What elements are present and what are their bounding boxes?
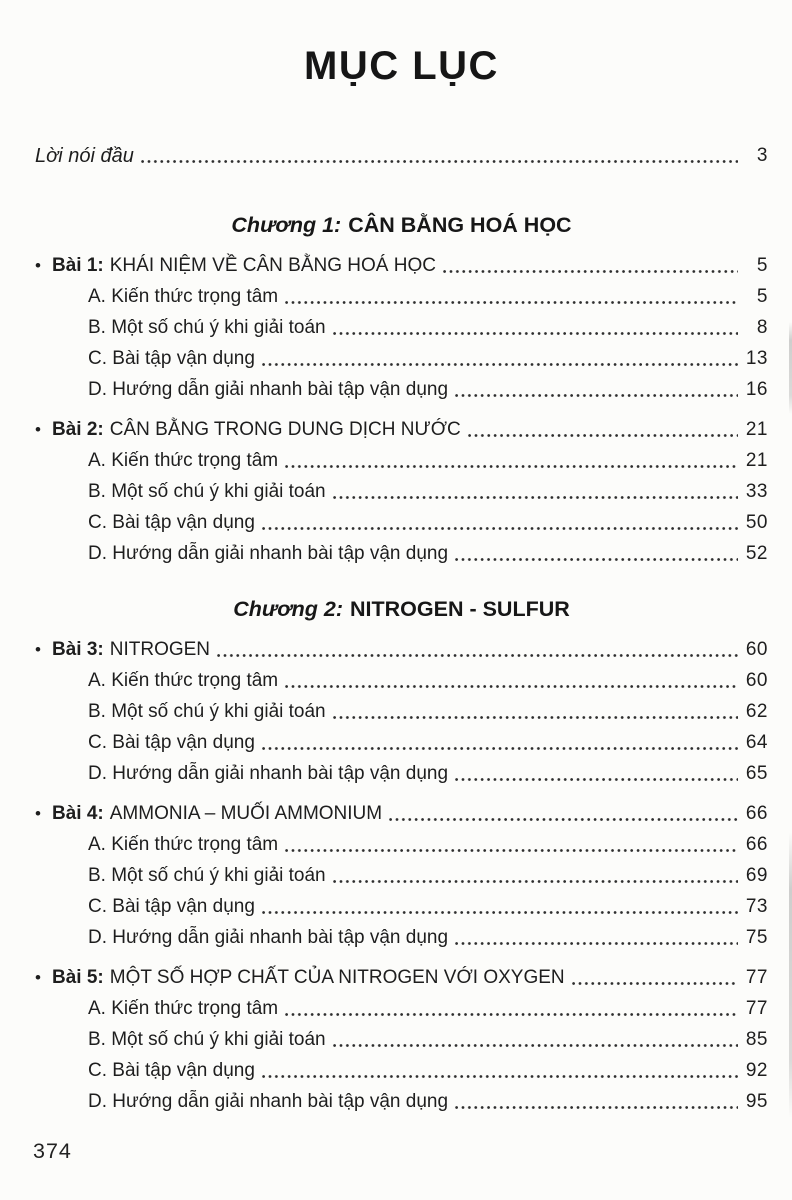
lesson-title: KHÁI NIỆM VỀ CÂN BẰNG HOÁ HỌC [109,255,436,276]
chapter-title: NITROGEN - SULFUR [350,597,570,621]
section-label: C. Bài tập vận dụng [88,1060,255,1081]
toc-entry-section [35,895,768,919]
page-number: 73 [745,896,768,917]
lesson-label: Bài 5: [52,967,104,988]
page-number: 62 [745,701,768,722]
bullet-icon: • [35,968,41,987]
toc-entry-lesson [35,638,768,662]
dot-leader [285,300,738,305]
page-title: MỤC LỤC [304,44,499,88]
toc-entry-lesson [35,802,768,826]
lesson-label: Bài 3: [52,639,104,660]
dot-leader [285,684,738,689]
toc-entry-preface [35,144,768,168]
dot-leader [217,653,738,658]
section-label: C. Bài tập vận dụng [88,348,255,369]
page-number: 69 [745,865,768,886]
toc-entry-section [35,285,768,309]
page-number: 65 [745,763,768,784]
page-number: 5 [756,255,768,276]
toc-entry-section [35,1028,768,1052]
lesson-label: Bài 4: [52,803,104,824]
section-label: B. Một số chú ý khi giải toán [88,865,326,886]
section-label: D. Hướng dẫn giải nhanh bài tập vận dụng [88,927,449,948]
page-number: 75 [745,927,768,948]
dot-leader [333,715,738,720]
page-number: 8 [756,317,768,338]
section-label: D. Hướng dẫn giải nhanh bài tập vận dụng [88,1091,449,1112]
dot-leader [333,495,738,500]
section-label: A. Kiến thức trọng tâm [88,834,279,855]
page-number: 64 [745,732,768,753]
footer-page-number: 374 [33,1139,72,1163]
bullet-icon: • [35,420,41,439]
lesson-title: NITROGEN [109,639,211,660]
dot-leader [389,817,738,822]
dot-leader [262,362,738,367]
dot-leader [262,526,738,531]
section-label: B. Một số chú ý khi giải toán [88,701,326,722]
dot-leader [455,941,738,946]
lesson-title: CÂN BẰNG TRONG DUNG DỊCH NƯỚC [109,419,461,440]
dot-leader [285,1012,738,1017]
dot-leader [285,464,738,469]
page-number: 21 [745,419,768,440]
lesson-title: MỘT SỐ HỢP CHẤT CỦA NITROGEN VỚI OXYGEN [109,967,565,988]
toc-entry-section [35,762,768,786]
page-number: 77 [745,998,768,1019]
page-number: 21 [745,450,768,471]
page-number: 16 [745,379,768,400]
lesson-label: Bài 1: [52,255,104,276]
page-number: 66 [745,834,768,855]
dot-leader [333,1043,738,1048]
dot-leader [468,433,738,438]
page-number: 85 [745,1029,768,1050]
page-number: 50 [745,512,768,533]
dot-leader [141,159,738,164]
page-number: 13 [745,348,768,369]
section-label: C. Bài tập vận dụng [88,512,255,533]
dot-leader [572,981,738,986]
page-number: 92 [745,1060,768,1081]
toc-entry-section [35,669,768,693]
page-number: 5 [756,286,768,307]
dot-leader [455,557,738,562]
section-label: B. Một số chú ý khi giải toán [88,1029,326,1050]
chapter-title: CÂN BẰNG HOÁ HỌC [348,213,572,237]
dot-leader [262,1074,738,1079]
page-number: 3 [756,145,768,166]
toc-entry-section [35,1059,768,1083]
section-label: D. Hướng dẫn giải nhanh bài tập vận dụng [88,543,449,564]
chapter-heading [35,596,768,622]
chapter-label: Chương 2: [233,597,344,621]
bullet-icon: • [35,804,41,823]
page-number: 77 [745,967,768,988]
chapter-heading [35,212,768,238]
section-label: A. Kiến thức trọng tâm [88,998,279,1019]
section-label: B. Một số chú ý khi giải toán [88,317,326,338]
page-number: 66 [745,803,768,824]
toc-entry-section [35,833,768,857]
section-label: D. Hướng dẫn giải nhanh bài tập vận dụng [88,763,449,784]
dot-leader [333,331,738,336]
toc-entry-section [35,700,768,724]
toc-entry-section [35,542,768,566]
preface-label: Lời nói đầu [35,145,134,167]
dot-leader [455,1105,738,1110]
page-number: 52 [745,543,768,564]
section-label: A. Kiến thức trọng tâm [88,670,279,691]
toc-entry-lesson [35,966,768,990]
toc-entry-lesson [35,254,768,278]
page-number: 60 [745,639,768,660]
toc-entry-section [35,480,768,504]
toc-entry-section [35,1090,768,1114]
page-number: 95 [745,1091,768,1112]
dot-leader [455,777,738,782]
lesson-label: Bài 2: [52,419,104,440]
toc-entry-section [35,449,768,473]
dot-leader [443,269,738,274]
dot-leader [455,393,738,398]
section-label: B. Một số chú ý khi giải toán [88,481,326,502]
bullet-icon: • [35,256,41,275]
dot-leader [262,910,738,915]
section-label: A. Kiến thức trọng tâm [88,450,279,471]
toc-entry-section [35,511,768,535]
dot-leader [285,848,738,853]
toc-entry-section [35,316,768,340]
section-label: D. Hướng dẫn giải nhanh bài tập vận dụng [88,379,449,400]
dot-leader [333,879,738,884]
toc-entry-section [35,731,768,755]
page-number: 33 [745,481,768,502]
dot-leader [262,746,738,751]
section-label: C. Bài tập vận dụng [88,896,255,917]
toc-entry-section [35,347,768,371]
toc-entry-section [35,864,768,888]
chapter-label: Chương 1: [231,213,342,237]
toc-entry-lesson [35,418,768,442]
lesson-title: AMMONIA – MUỐI AMMONIUM [109,803,383,824]
toc-entry-section [35,926,768,950]
section-label: C. Bài tập vận dụng [88,732,255,753]
toc-entry-section [35,378,768,402]
section-label: A. Kiến thức trọng tâm [88,286,279,307]
bullet-icon: • [35,640,41,659]
page-number: 60 [745,670,768,691]
toc-entry-section [35,997,768,1021]
